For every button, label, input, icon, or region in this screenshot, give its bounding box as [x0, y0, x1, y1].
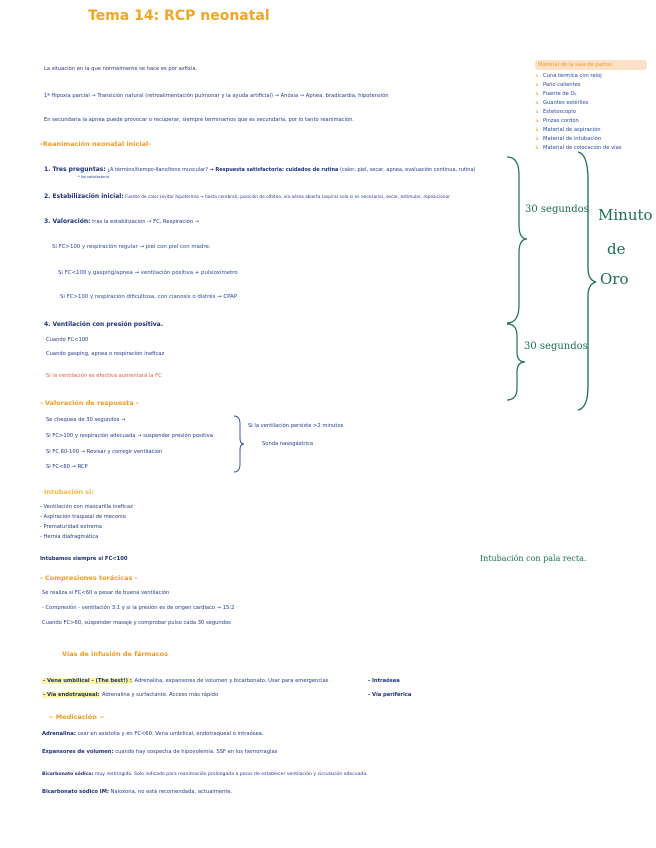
section-heading-compresiones: - Compresiones torácicas - — [40, 574, 138, 582]
medicacion-line — [42, 749, 277, 756]
valoracion-note-b: Sonda nasogástrica — [262, 441, 314, 447]
intubacion-side-note: Intubación con pala recta. — [480, 554, 587, 563]
valoracion-note-a: Si la ventilación persiste >2 minutos — [248, 423, 344, 429]
medicacion-text: muy restringido. Solo indicado para reanimación prolongada a pesar de establecer ventilación y circulación adecuada. — [94, 772, 368, 777]
step-1-answer: → Respuesta satisfactoria: cuidados de rutina — [209, 167, 339, 173]
step-4-label: 4. Ventilación con presión positiva. — [44, 321, 164, 328]
medicacion-label: Bicarbonato sódico: — [42, 772, 94, 777]
step-4-b: Cuando gasping, apnea o respiración ineficaz — [46, 351, 165, 357]
page-title: Tema 14: RCP neonatal — [88, 8, 270, 24]
step-3-b: Si FC<100 y gasping/apnea → ventilación positiva + pulsioxímetro — [58, 270, 238, 276]
sidebar-item: ↳ Guantes estériles — [535, 100, 647, 106]
medicacion-label: Expansores de volumen: — [42, 749, 114, 755]
sidebar-item: ↳ Material de aspiración — [535, 127, 647, 133]
step-2-label: 2. Estabilización inicial: — [44, 193, 124, 200]
section-heading-vias: Vías de infusión de fármacos — [62, 650, 168, 658]
timer-first: 30 segundos — [525, 204, 589, 215]
step-1-sub: * No satisfactoria — [78, 175, 110, 179]
valoracion-item: Se chequea de 30 segundos → — [46, 417, 126, 423]
medicacion-line — [42, 771, 368, 778]
material-sidebar — [535, 60, 647, 151]
sidebar-item: ↳ Cuna térmica con reloj — [535, 73, 647, 79]
medicacion-line — [42, 731, 264, 738]
step-2 — [44, 193, 450, 201]
vias-item-1 — [42, 678, 329, 685]
step-1-note: (calor, piel, secar, apnea, evaluación continua, rutina) — [340, 167, 476, 173]
section-heading-intubacion: Intubación si: — [44, 488, 94, 496]
step-3-label: 3. Valoración: — [44, 218, 91, 225]
intro-line-2: 1ª Hipoxia parcial → Transición natural (retroalimentación pulmonar y la ayuda artificial) → Anóxia → Apnea, bradicardia, hipotensión — [44, 93, 389, 99]
medicacion-label: Adrenalina: — [42, 731, 76, 737]
step-4-warning: Si la ventilación es efectiva aumentará la FC — [46, 373, 162, 379]
medicacion-text: usar en asistolia y en FC<60. Vena umbilical, endotraqueal o intraósea. — [77, 731, 264, 737]
golden-minute-3: Oro — [600, 270, 629, 288]
golden-minute-2: de — [607, 240, 626, 258]
compresiones-item: Cuando FC>60, suspender masaje y comprobar pulso cada 30 segundos — [42, 620, 231, 626]
intro-line-1: La situación en la que normalmente se hace es por asfixia. — [44, 66, 198, 72]
medicacion-text: Naloxona, no está recomendada, actualmente. — [110, 789, 233, 795]
intubacion-item: - Aspiración traqueal de meconio — [40, 514, 126, 520]
step-2-text: Fuente de calor (evitar hipotermia → hasta cerebral), posición de olfateo, vía aérea abierta (aspirar solo si es necesario), secar, estimular, reposicionar — [125, 195, 450, 200]
sidebar-item: ↳ Paño calientes — [535, 82, 647, 88]
intubacion-item: - Prematuridad extrema — [40, 524, 102, 530]
section-heading-valoracion: - Valoración de respuesta - — [40, 399, 139, 407]
step-1-label: 1. Tres preguntas: — [44, 166, 106, 173]
sidebar-header: Material de la sala de partos — [535, 60, 647, 70]
step-4-a: Cuando FC<100 — [46, 337, 89, 343]
step-3-text: tras la estabilización → FC, Respiración → — [92, 219, 200, 225]
section-heading-medicacion: ~ Medicación ~ — [48, 713, 105, 721]
vias-item-2 — [42, 692, 218, 699]
brace-icon — [232, 414, 246, 474]
sidebar-item: ↳ Estetoscopio — [535, 109, 647, 115]
step-3-c: Si FC>100 y respiración dificultosa, con cianosis o distrés → CPAP — [60, 294, 237, 300]
brace-icon — [505, 155, 530, 325]
brace-icon — [576, 150, 598, 412]
sidebar-item: ↳ Pinzas cordón — [535, 118, 647, 124]
compresiones-item: Se realiza si FC<60 a pesar de buena ventilación — [42, 590, 170, 596]
intro-line-3: En secundaria la apnea puede provocar o recuperar, siempre terminamos que es secundaria, por lo tanto reanimación. — [44, 117, 355, 123]
vias-item-4: - Vía periférica — [368, 692, 412, 698]
sidebar-item: ↳ Material de intubación — [535, 136, 647, 142]
step-1-text: ¿A término/tiempo-llano/tono muscular? — [107, 167, 208, 173]
section-heading-reanimacion: -Reanimación neonatal inicial- — [40, 140, 151, 148]
golden-minute-1: Minuto — [598, 206, 653, 224]
intubacion-bold: Intubamos siempre si FC<100 — [40, 556, 128, 562]
vias-item-2-text: Adrenalina y surfactante. Acceso más rápido — [102, 692, 219, 698]
brace-icon — [505, 322, 530, 402]
valoracion-item: Si FC<60 → RCP — [46, 464, 88, 470]
timer-second: 30 segundos — [524, 341, 588, 352]
valoracion-item: Si FC>100 y respiración adecuada → suspender presión positiva — [46, 433, 213, 439]
intubacion-item: - Ventilación con mascarilla ineficaz — [40, 504, 133, 510]
medicacion-line — [42, 789, 232, 796]
sidebar-item: ↳ Fuente de O₂ — [535, 91, 647, 97]
vias-item-1-label: - Vena umbilical - (The best!) : — [43, 678, 132, 684]
step-1 — [44, 166, 475, 174]
intubacion-item: - Hernia diafragmática — [40, 534, 99, 540]
step-3 — [44, 218, 199, 226]
vias-item-1-text: Adrenalina, expansores de volumen y bicarbonato. Usar para emergencias — [134, 678, 329, 684]
medicacion-label: Bicarbonato sódico IM: — [42, 789, 109, 795]
sidebar-item: ↳ Material de colocación de vías — [535, 145, 647, 151]
medicacion-text: cuando hay sospecha de hipovolemia. SSF en los hemorragias — [115, 749, 278, 755]
step-3-a: Si FC>100 y respiración regular → piel con piel con madre. — [52, 244, 211, 250]
valoracion-item: Si FC 60-100 → Revisar y corregir ventilación — [46, 449, 163, 455]
vias-item-3: - Intraósea — [368, 678, 400, 684]
vias-item-2-label: - Vía endotraqueal: — [43, 692, 100, 698]
compresiones-item: - Compresión - ventilación 3:1 y si la presión es de origen cardíaco → 15:2 — [42, 605, 235, 611]
